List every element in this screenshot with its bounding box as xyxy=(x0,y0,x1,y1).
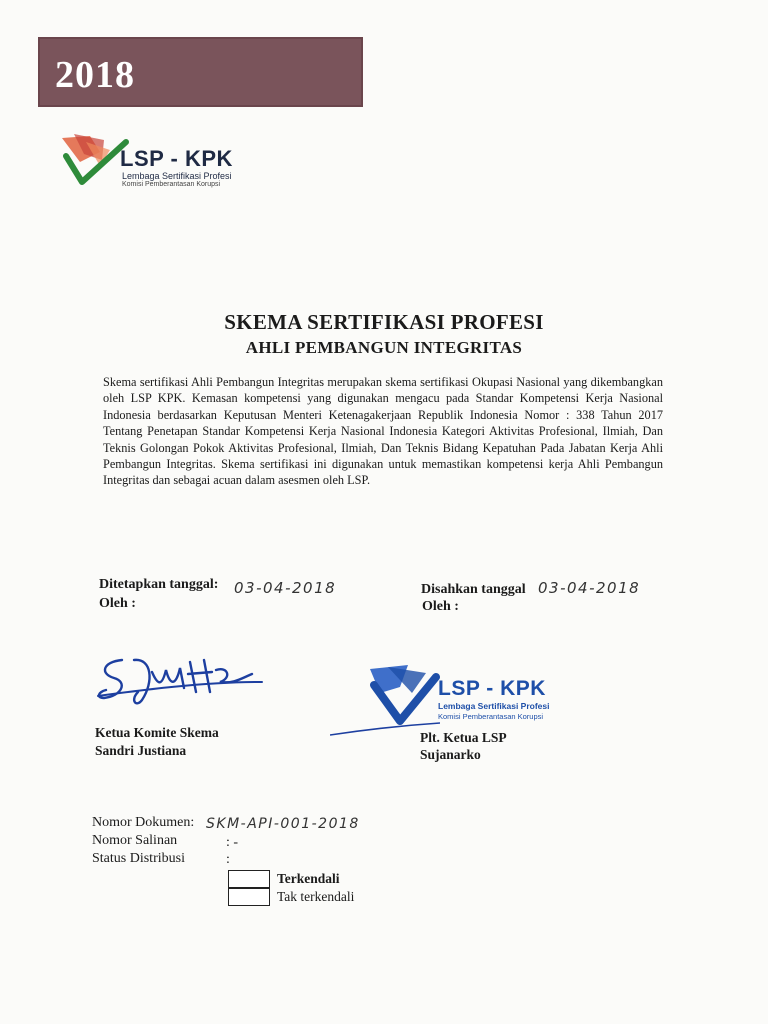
header-logo-name: LSP - KPK xyxy=(120,146,233,171)
left-signature-icon xyxy=(92,652,267,712)
document-subtitle: AHLI PEMBANGUN INTEGRITAS xyxy=(245,338,523,357)
distribution-label: Status Distribusi xyxy=(92,851,185,866)
left-by-label: Oleh : xyxy=(99,596,136,611)
option-tak-terkendali-label: Tak terkendali xyxy=(277,889,355,904)
header-logo-subtitle-2: Komisi Pemberantasan Korupsi xyxy=(122,181,221,188)
stamp-subtitle: Lembaga Sertifikasi Profesi xyxy=(438,701,550,711)
right-date-value: 03-04-2018 xyxy=(538,579,641,597)
right-signer-name: Sujanarko xyxy=(420,747,481,762)
left-date-label: Ditetapkan tanggal: xyxy=(99,577,219,592)
stamp-subtitle-2: Komisi Pemberantasan Korupsi xyxy=(438,712,544,721)
right-date-label: Disahkan tanggal xyxy=(421,582,526,597)
left-signer-name: Sandri Justiana xyxy=(95,743,187,758)
header-logo-subtitle: Lembaga Sertifikasi Profesi xyxy=(122,171,232,181)
right-by-label: Oleh : xyxy=(422,599,459,614)
description-paragraph: Skema sertifikasi Ahli Pembangun Integritas merupakan skema sertifikasi Okupasi Nasional yang dikembangkan oleh LSP KPK. Kemasan kompetensi yang digunakan mengacu pada Standar Kompetensi Kerja Nasional Indonesia berdasarkan Keputusan Menteri Ketenagakerjaan Republik Indonesia Nomor : 338 Tahun 2017 Tentang Penetapan Standar Kompetensi Kerja Nasional Indonesia Kategori Aktivitas Profesional, Ilmiah, Dan Teknis Golongan Pokok Aktivitas Profesional, Ilmiah, Dan Teknis Bidang Kepatuhan Pada Jabatan Kerja Ahli Pembangun Integritas. Skema sertifikasi ini digunakan untuk memastikan kompetensi kerja Ahli Pembangun Integritas dan sebagai acuan dalam asesmen oleh LSP. xyxy=(103,375,663,488)
right-signer-role: Plt. Ketua LSP xyxy=(420,730,507,745)
stamp-name: LSP - KPK xyxy=(438,677,546,700)
doc-number-value: SKM-API-001-2018 xyxy=(206,816,360,832)
document-title: SKEMA SERTIFIKASI PROFESI xyxy=(224,310,544,334)
copy-number-value: : - xyxy=(226,835,239,850)
checkbox-tak-terkendali[interactable] xyxy=(228,888,270,906)
distribution-colon: : xyxy=(226,852,230,867)
banner-year: 2018 xyxy=(55,54,135,96)
header-logo xyxy=(60,132,250,192)
option-terkendali-label: Terkendali xyxy=(277,871,340,886)
copy-number-label: Nomor Salinan xyxy=(92,833,178,848)
checkbox-terkendali[interactable] xyxy=(228,870,270,888)
left-date-value: 03-04-2018 xyxy=(234,579,337,597)
doc-number-label: Nomor Dokumen: xyxy=(92,815,195,830)
year-banner xyxy=(38,37,363,107)
left-signer-role: Ketua Komite Skema xyxy=(95,725,219,740)
